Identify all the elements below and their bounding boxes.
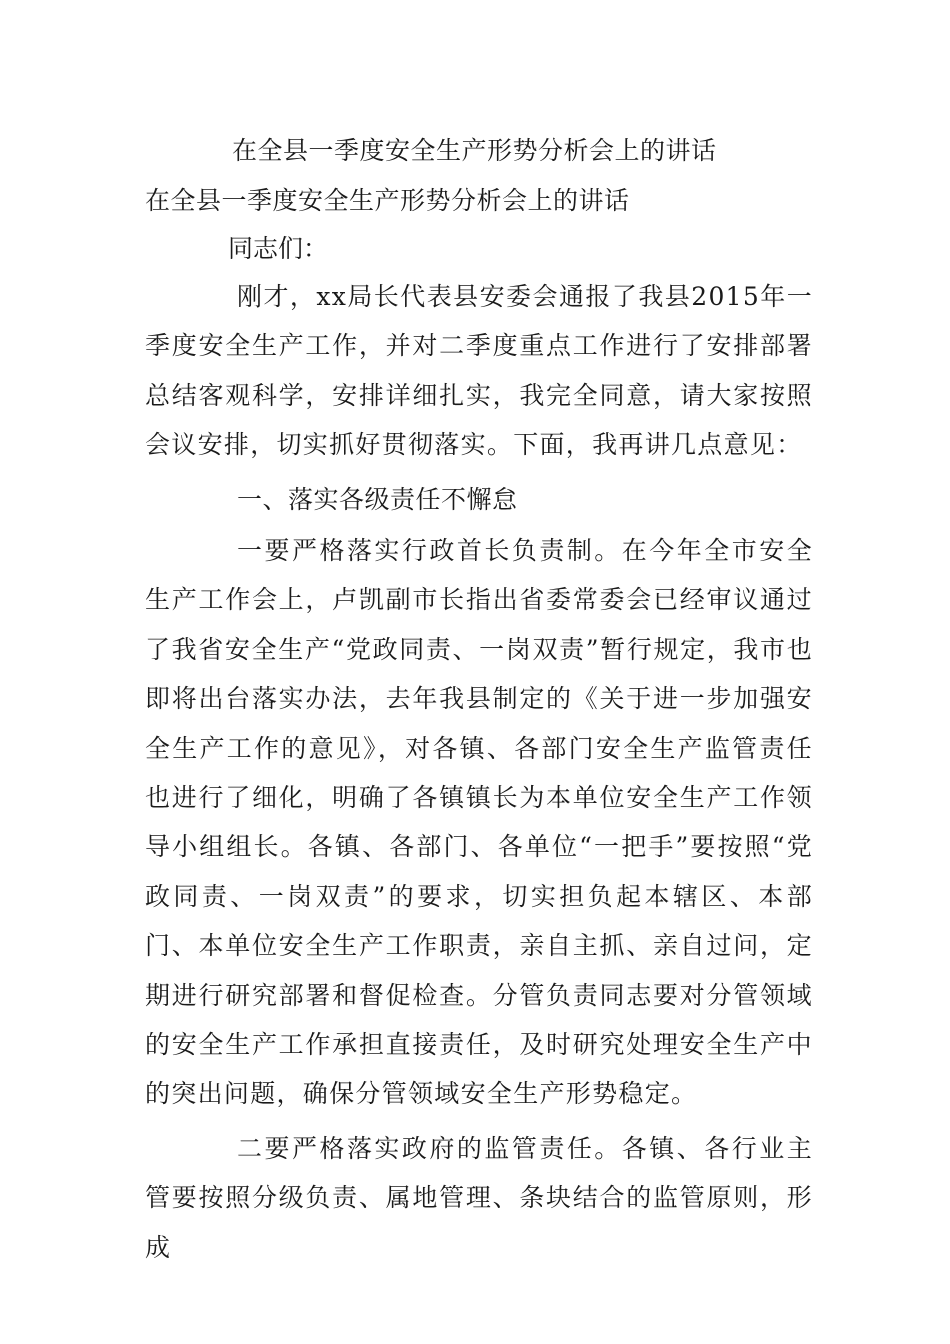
paragraph-responsibility-1: 一要严格落实行政首长负责制。在今年全市安全生产工作会上，卢凯副市长指出省委常委会已经审议通过了我省安全生产“党政同责、一岗双责”暂行规定，我市也即将出台落实办法，去年我县制定的《关于进一步加强安全生产工作的意见》，对各镇、各部门安全生产监管责任也进行了细化，明确了各镇镇长为本单位安全生产工作领导小组组长。各镇、各部门、各单位“一把手”要按照“党政同责、一岗双责”的要求，切实担负起本辖区、本部门、本单位安全生产工作职责，亲自主抓、亲自过问，定期进行研究部署和督促检查。分管负责同志要对分管领域的安全生产工作承担直接责任，及时研究处理安全生产中的突出问题，确保分管领域安全生产形势稳定。 bbox=[145, 536, 813, 1109]
paragraph-responsibility-2: 二要严格落实政府的监管责任。各镇、各行业主管要按照分级负责、属地管理、条块结合的监管原则，形成 bbox=[145, 1134, 813, 1262]
document-title: 在全县一季度安全生产形势分析会上的讲话 bbox=[232, 136, 717, 165]
document-subtitle: 在全县一季度安全生产形势分析会上的讲话 bbox=[145, 186, 630, 215]
paragraph-intro: 刚才，xx局长代表县安委会通报了我县2015年一季度安全生产工作，并对二季度重点工作进行了安排部署总结客观科学，安排详细扎实，我完全同意，请大家按照会议安排，切实抓好贯彻落实。下面，我再讲几点意见： bbox=[145, 282, 813, 460]
salutation: 同志们： bbox=[228, 234, 329, 263]
section-heading-1: 一、落实各级责任不懈怠 bbox=[237, 485, 518, 514]
